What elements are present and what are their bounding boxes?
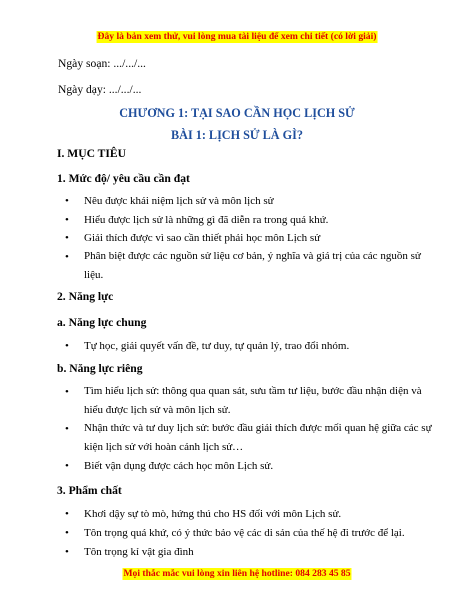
hotline-banner: Mọi thắc mắc vui lòng xin liên hệ hotline: 084 283 45 85	[123, 568, 351, 579]
preview-notice-banner: Đây là bản xem thử, vui lòng mua tài liệu để xem chi tiết (có lời giải)	[97, 31, 377, 42]
subheading-qualities: 3. Phẩm chất	[57, 484, 122, 497]
subheading-competence: 2. Năng lực	[57, 290, 114, 303]
bullet-icon: •	[65, 232, 69, 244]
subheading-general-competence: a. Năng lực chung	[57, 316, 147, 329]
bullet-icon: •	[65, 340, 69, 352]
bullet-icon: •	[65, 251, 69, 263]
lesson-title: BÀI 1: LỊCH SỬ LÀ GÌ?	[171, 128, 303, 142]
bullet-icon: •	[65, 546, 69, 558]
date-taught: Ngày dạy: .../.../...	[58, 83, 142, 96]
subheading-specific-competence: b. Năng lực riêng	[57, 362, 143, 375]
bullet-icon: •	[65, 214, 69, 226]
bullet-icon: •	[65, 508, 69, 520]
bullet-icon: •	[65, 460, 69, 472]
section-objectives-heading: I. MỤC TIÊU	[57, 147, 127, 160]
bullet-icon: •	[65, 527, 69, 539]
bullet-icon: •	[65, 386, 69, 398]
bullet-icon: •	[65, 423, 69, 435]
subheading-requirements: 1. Mức độ/ yêu cầu cần đạt	[57, 172, 190, 185]
bullet-icon: •	[65, 195, 69, 207]
date-prepared: Ngày soạn: .../.../...	[58, 57, 146, 70]
chapter-title: CHƯƠNG 1: TẠI SAO CẦN HỌC LỊCH SỬ	[119, 106, 355, 120]
